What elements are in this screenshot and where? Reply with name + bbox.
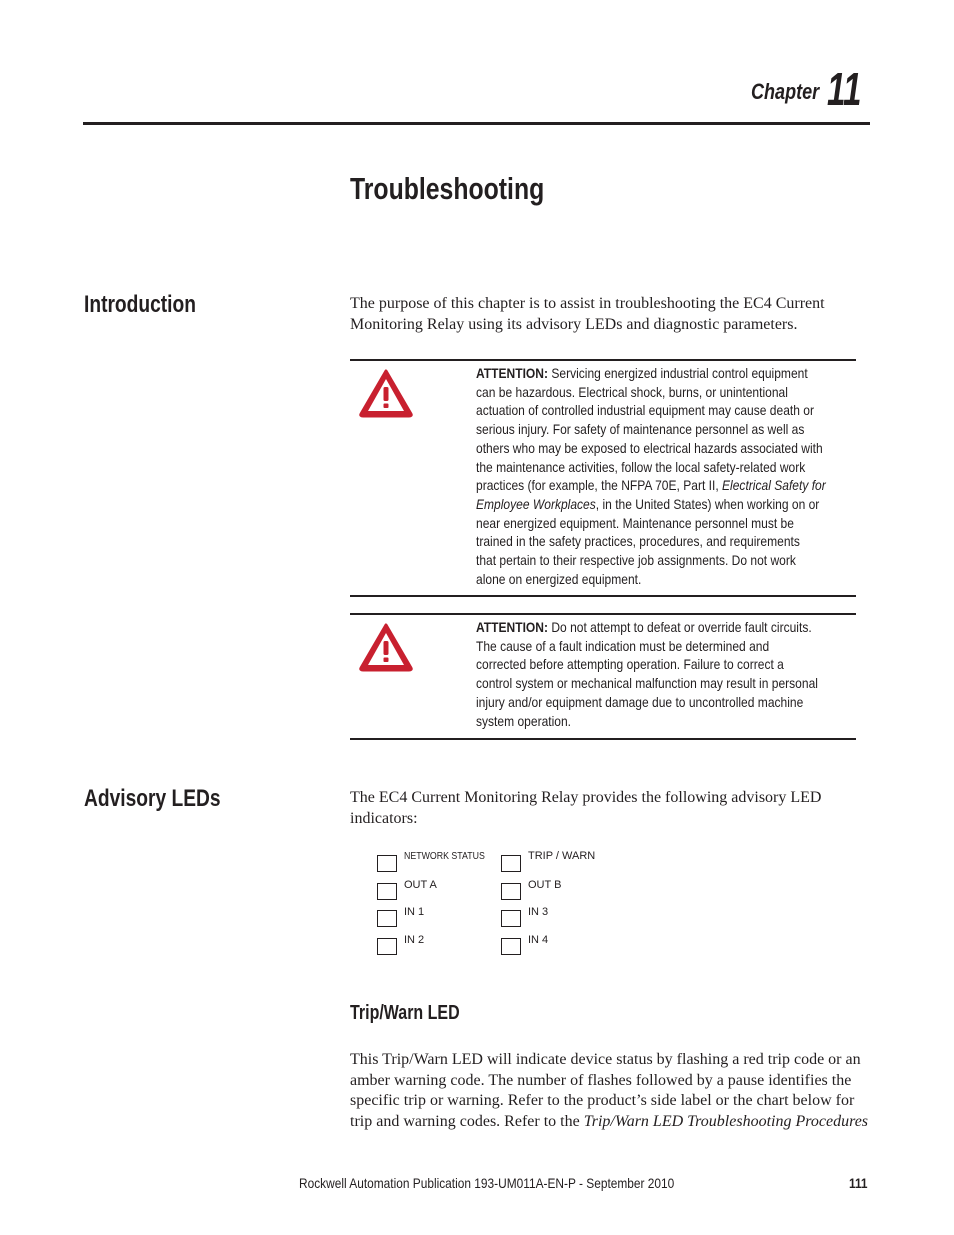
attention-box-fault-circuits — [350, 613, 856, 740]
procedures-reference: Trip/Warn LED Troubleshooting Procedures — [583, 1112, 869, 1130]
trip-warn-paragraph — [350, 1050, 869, 1132]
attention-text-line: system operation. — [476, 712, 572, 729]
led-label: IN 2 — [404, 934, 425, 946]
chapter-label: Chapter — [751, 79, 820, 104]
led-in-1 — [377, 910, 397, 927]
attention-text-line: others who may be exposed to electrical hazards associated with — [476, 439, 823, 456]
chapter-rule — [83, 122, 870, 125]
trip-warn-line: This Trip/Warn LED will indicate device status by flashing a red trip code or an — [350, 1051, 861, 1068]
attention-label: ATTENTION: — [476, 365, 549, 381]
attention-text-line: corrected before attempting operation. Failure to correct a — [476, 656, 784, 673]
footer-publication: Rockwell Automation Publication 193-UM011A-EN-P - September 2010 — [299, 1175, 675, 1191]
attention-text-line: control system or mechanical malfunction may result in personal — [476, 675, 818, 692]
trip-warn-line: specific trip or warning. Refer to the product’s side label or the chart below for — [350, 1092, 855, 1109]
attention-text-line: Servicing energized industrial control equipment — [548, 365, 808, 381]
attention-text-line: Do not attempt to defeat or override fault circuits. — [548, 619, 812, 635]
attention-box-energized-equipment — [350, 359, 856, 597]
advisory-leds-paragraph — [350, 788, 850, 829]
trip-warn-line: trip and warning codes. Refer to the — [350, 1112, 584, 1130]
introduction-heading: Introduction — [84, 291, 196, 318]
attention-text-line: alone on energized equipment. — [476, 570, 642, 587]
page-title: Troubleshooting — [350, 171, 545, 206]
attention-text-line: trained in the safety practices, procedures, and requirements — [476, 533, 800, 550]
attention-text-line: , in the United States) when working on or — [595, 495, 820, 512]
attention-text — [476, 618, 874, 730]
standard-title: Electrical Safety for — [722, 477, 826, 494]
attention-text-line: that pertain to their respective job assignments. Do not work — [476, 552, 796, 569]
led-label: OUT B — [528, 879, 562, 891]
led-in-4 — [501, 938, 521, 955]
led-label: IN 1 — [404, 906, 425, 918]
introduction-line: Monitoring Relay using its advisory LEDs and diagnostic parameters. — [350, 315, 798, 333]
led-label: IN 4 — [528, 934, 549, 946]
led-label: NETWORK STATUS — [404, 851, 485, 862]
attention-text-line: injury and/or equipment damage due to uncontrolled machine — [476, 693, 804, 710]
attention-text — [476, 364, 883, 588]
attention-text-line: near energized equipment. Maintenance personnel must be — [476, 514, 794, 531]
attention-label: ATTENTION: — [476, 619, 549, 635]
standard-title: Employee Workplaces — [476, 495, 596, 512]
led-label: TRIP / WARN — [528, 850, 596, 862]
attention-text-line: The cause of a fault indication must be determined and — [476, 637, 770, 654]
led-in-2 — [377, 938, 397, 955]
advisory-line: indicators: — [350, 809, 418, 827]
introduction-line: The purpose of this chapter is to assist in troubleshooting the EC4 Current — [350, 295, 825, 312]
led-trip-warn — [501, 855, 521, 872]
trip-warn-heading: Trip/Warn LED — [350, 1002, 460, 1024]
attention-text-line: serious injury. For safety of maintenance personnel as well as — [476, 421, 805, 438]
chapter-number: 11 — [827, 63, 862, 115]
attention-text-line: the maintenance activities, follow the local safety-related work — [476, 458, 806, 475]
led-out-a — [377, 883, 397, 900]
attention-text-line: practices (for example, the NFPA 70E, Part II, — [476, 477, 723, 494]
warning-triangle-icon — [358, 622, 414, 672]
attention-text-line: can be hazardous. Electrical shock, burns, or unintentional — [476, 383, 788, 400]
introduction-paragraph — [350, 294, 862, 335]
led-network-status — [377, 855, 397, 872]
page-number: 111 — [849, 1175, 868, 1191]
led-label: OUT A — [404, 879, 437, 891]
warning-triangle-icon — [358, 368, 414, 418]
trip-warn-line: amber warning code. The number of flashes followed by a pause identifies the — [350, 1071, 852, 1089]
attention-text-line: actuation of controlled industrial equipment may cause death or — [476, 402, 814, 419]
led-in-3 — [501, 910, 521, 927]
advisory-line: The EC4 Current Monitoring Relay provides the following advisory LED — [350, 789, 822, 806]
led-label: IN 3 — [528, 906, 549, 918]
advisory-leds-heading: Advisory LEDs — [84, 785, 221, 812]
led-out-b — [501, 883, 521, 900]
